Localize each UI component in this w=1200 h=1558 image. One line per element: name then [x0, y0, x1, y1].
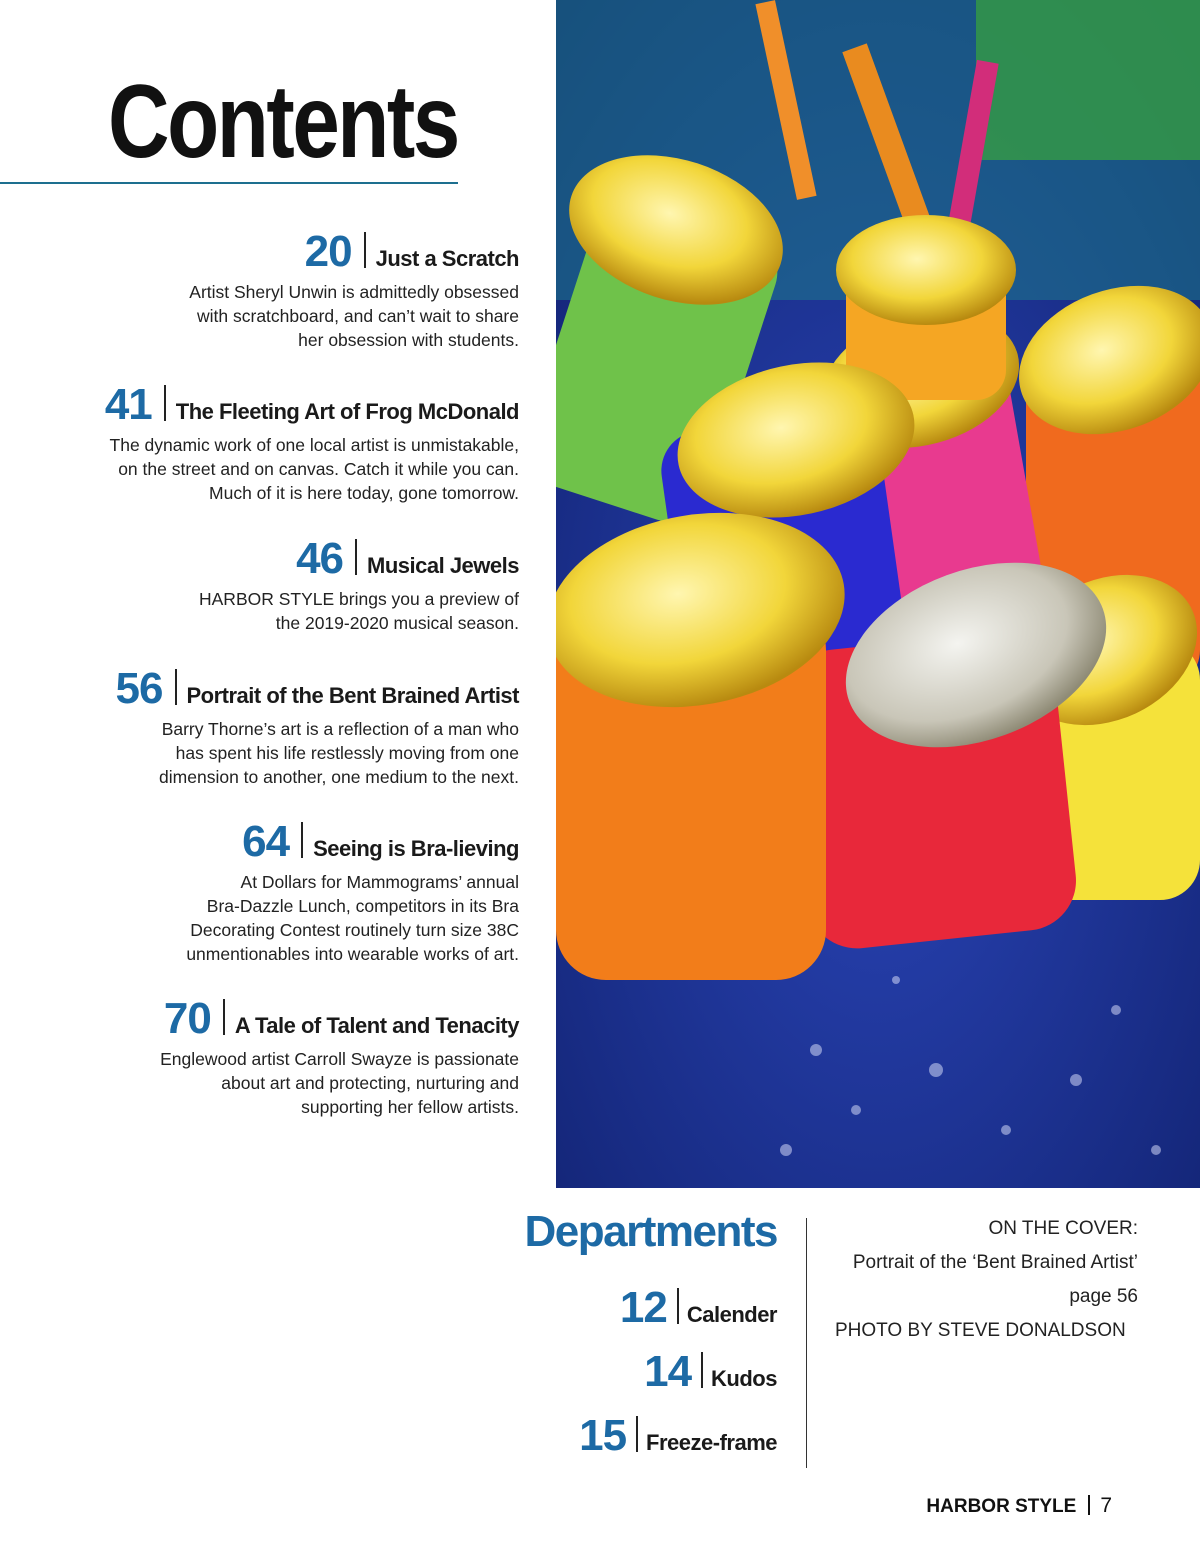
separator-bar	[701, 1352, 703, 1388]
feature-entry[interactable]	[39, 664, 519, 789]
feature-title: Seeing is Bra-lieving	[313, 836, 519, 861]
separator-bar	[164, 385, 166, 421]
feature-page-number: 70	[163, 994, 211, 1043]
separator-bar	[677, 1288, 679, 1324]
cover-note	[798, 1212, 1138, 1348]
page-footer	[926, 1494, 1112, 1518]
feature-description: The dynamic work of one local artist is unmistakable, on the street and on canvas. Catch it while you can. Much of it is here today, gone tomorrow.	[109, 435, 519, 503]
department-page-number: 12	[619, 1283, 667, 1332]
feature-title: A Tale of Talent and Tenacity	[234, 1013, 519, 1038]
magazine-name: HARBOR STYLE	[926, 1496, 1077, 1517]
feature-description: At Dollars for Mammograms’ annual Bra-Dazzle Lunch, competitors in its Bra Decorating Contest routinely turn size 38C unmentionables into wearable works of art.	[186, 872, 519, 964]
cover-photo	[556, 0, 1200, 1188]
department-page-number: 15	[579, 1411, 627, 1460]
feature-page-number: 41	[104, 380, 152, 429]
title-rule	[0, 182, 458, 184]
page-title: Contents	[108, 64, 458, 180]
feature-page-number: 20	[304, 227, 352, 276]
separator-bar	[355, 539, 357, 575]
feature-title: Just a Scratch	[375, 246, 519, 271]
feature-description: Englewood artist Carroll Swayze is passionate about art and protecting, nurturing and supporting her fellow artists.	[160, 1049, 519, 1117]
feature-title: The Fleeting Art of Frog McDonald	[175, 399, 519, 424]
photo-credit: PHOTO BY STEVE DONALDSON	[835, 1320, 1126, 1341]
separator-bar	[223, 999, 225, 1035]
separator-bar	[175, 669, 177, 705]
page-number: 7	[1100, 1494, 1112, 1517]
department-title: Calender	[686, 1302, 777, 1327]
separator-bar	[301, 822, 303, 858]
department-page-number: 14	[644, 1347, 692, 1396]
feature-page-number: 56	[115, 664, 163, 713]
separator-bar	[636, 1416, 638, 1452]
feature-entry[interactable]	[39, 380, 519, 505]
feature-title: Musical Jewels	[367, 553, 519, 578]
feature-entry[interactable]	[39, 994, 519, 1119]
cover-page-ref: page 56	[1069, 1286, 1138, 1307]
cover-label: ON THE COVER:	[988, 1218, 1138, 1239]
feature-title: Portrait of the Bent Brained Artist	[186, 683, 519, 708]
separator-bar	[1088, 1495, 1090, 1515]
feature-page-number: 46	[296, 534, 344, 583]
feature-description: HARBOR STYLE brings you a preview of the 2019-2020 musical season.	[199, 589, 519, 633]
cover-story-title: Portrait of the ‘Bent Brained Artist’	[852, 1252, 1138, 1273]
feature-description: Barry Thorne’s art is a reflection of a man who has spent his life restlessly moving from one dimension to another, one medium to the next.	[159, 719, 519, 787]
department-title: Kudos	[711, 1366, 777, 1391]
feature-entry[interactable]	[39, 817, 519, 966]
department-entry[interactable]	[619, 1283, 777, 1332]
feature-entry[interactable]	[39, 227, 519, 352]
department-entry[interactable]	[579, 1411, 777, 1460]
feature-page-number: 64	[242, 817, 290, 866]
separator-bar	[364, 232, 366, 268]
departments-heading: Departments	[524, 1207, 777, 1256]
department-title: Freeze-frame	[646, 1430, 777, 1455]
department-entry[interactable]	[644, 1347, 777, 1396]
feature-description: Artist Sheryl Unwin is admittedly obsessed with scratchboard, and can’t wait to share her obsession with students.	[189, 282, 519, 350]
feature-entry[interactable]	[39, 534, 519, 635]
